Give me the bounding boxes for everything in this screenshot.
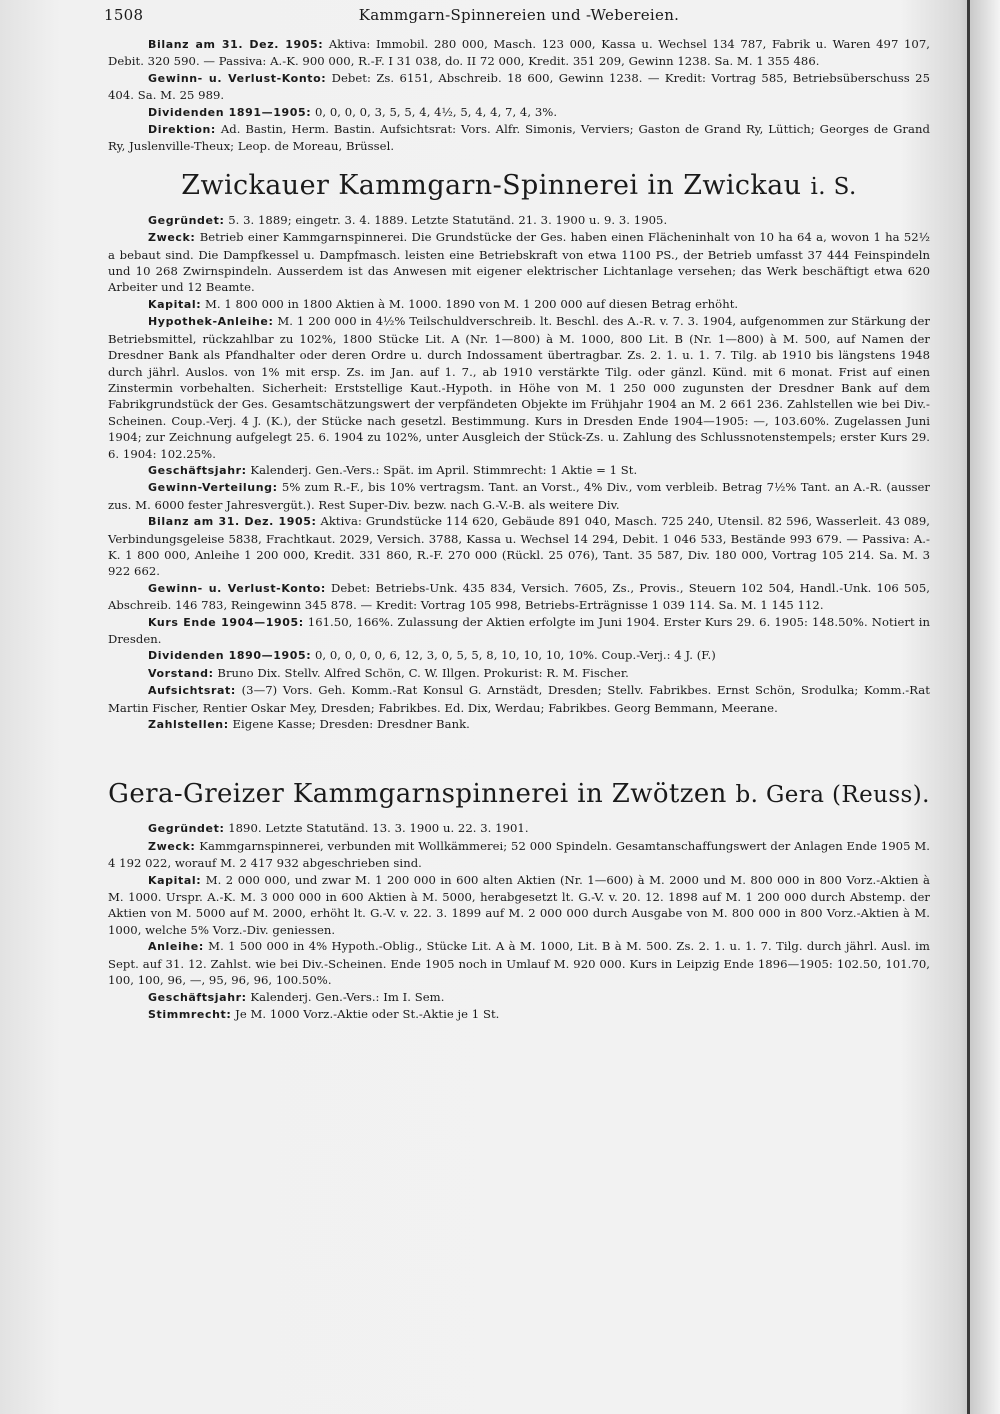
paragraph-label: Geschäftsjahr: bbox=[148, 990, 247, 1004]
paragraph bbox=[108, 938, 930, 988]
page-edge-shadow bbox=[970, 0, 1000, 1414]
running-header bbox=[104, 6, 934, 28]
paragraph-label: Gegründet: bbox=[148, 822, 225, 836]
paragraph-text: M. 1 200 000 in 4½% Teilschuldverschreib. lt. Beschl. des A.-R. v. 7. 3. 1904, aufgenommen zur Stärkung der Betriebsmittel, rückzahlbar zu 102%, 1800 Stücke Lit. A (Nr. 1—800) à M. 1000, 800 Lit. B (Nr. 1—800) à M. 500, auf Namen der Dresdner Bank als Pfandhalter oder deren Ordre u. durch Indossament übertragbar. Zs. 2. 1. u. 1. 7. Tilg. ab 1910 bis längstens 1948 durch jährl. Auslos. von 1% mit ersp. Zs. im Jan. auf 1. 7., ab 1910 verstärkte Tilg. oder gänzl. Künd. mit 6 monat. Frist auf einen Zinstermin vorbehalten. Sicherheit: Erststellige Kaut.-Hypoth. in Höhe von M. 1 250 000 zugunsten der Dresdner Bank auf dem Fabrikgrundstück der Ges. Gesamtschätzungswert der verpfändeten Objekte im Frühjahr 1904 an M. 2 661 236. Zahlstellen wie bei Div.-Scheinen. Coup.-Verj. 4 J. (K.), der Stücke nach gesetzl. Bestimmung. Kurs in Dresden Ende 1904—1905: —, 103.60%. Zugelassen Juni 1904; zur Zeichnung aufgelegt 25. 6. 1904 zu 102%, unter Ausgleich der Stück-Zs. u. Zahlung des Schlussnotenstempels; erster Kurs 29. 6. 1904: 102.25%. bbox=[108, 314, 930, 461]
paragraph bbox=[108, 229, 930, 296]
company-title: Gera-Greizer Kammgarnspinnerei in Zwötzen bbox=[108, 779, 727, 810]
paragraph-text: Kalenderj. Gen.-Vers.: Spät. im April. Stimmrecht: 1 Aktie = 1 St. bbox=[250, 462, 638, 477]
paragraph-label: Anleihe: bbox=[148, 940, 204, 954]
paragraph-text: 5% zum R.-F., bis 10% vertragsm. Tant. an Vorst., 4% Div., vom verbleib. Betrag 7½% Tant. an A.-R. (ausser zus. M. 6000 fester Jahresvergüt.). Rest Super-Div. bezw. nach G.-V.-B. als weitere Div. bbox=[108, 480, 930, 512]
paragraph-label: Kapital: bbox=[148, 297, 202, 311]
company-title-suffix: i. S. bbox=[810, 173, 857, 200]
paragraph-text: Kalenderj. Gen.-Vers.: Im I. Sem. bbox=[250, 989, 445, 1004]
paragraph bbox=[108, 580, 930, 614]
paragraph-label: Stimmrecht: bbox=[148, 1007, 232, 1021]
page-edge-line bbox=[967, 0, 970, 1414]
paragraph-text: 0, 0, 0, 0, 3, 5, 5, 4, 4½, 5, 4, 4, 7, 4, 3%. bbox=[314, 104, 558, 119]
paragraph-text: M. 2 000 000, und zwar M. 1 200 000 in 600 alten Aktien (Nr. 1—600) à M. 2000 und M. 800 000 in 800 Vorz.-Aktien à M. 1000. Urspr. A.-K. M. 3 000 000 in 600 Aktien à M. 5000, herabgesetzt lt. G.-V. v. 20. 12. 1898 auf M. 1 200 000 durch Abstemp. der Aktien von M. 5000 auf M. 2000, erhöht lt. G.-V. v. 22. 3. 1899 auf M. 2 000 000 durch Ausgabe von M. 800 000 in 800 Vorz.-Aktien à M. 1000, welche 5% Vorz.-Div. geniessen. bbox=[108, 872, 930, 937]
paragraph-label: Kurs Ende 1904—1905: bbox=[148, 615, 304, 629]
paragraph-label: Zweck: bbox=[148, 231, 196, 245]
paragraph bbox=[108, 872, 930, 939]
company-heading bbox=[108, 777, 930, 812]
paragraph bbox=[108, 665, 930, 682]
paragraph-text: 5. 3. 1889; eingetr. 3. 4. 1889. Letzte Statutänd. 21. 3. 1900 u. 9. 3. 1905. bbox=[228, 212, 668, 227]
section-zwickau bbox=[108, 169, 930, 734]
paragraph bbox=[108, 313, 930, 462]
paragraph-label: Gewinn-Verteilung: bbox=[148, 481, 278, 495]
section-gera-greiz bbox=[108, 777, 930, 1023]
paragraph bbox=[108, 682, 930, 716]
company-title-suffix: b. Gera (Reuss). bbox=[735, 782, 930, 809]
paragraph bbox=[108, 989, 930, 1006]
paragraph bbox=[108, 513, 930, 580]
paragraph-label: Aufsichtsrat: bbox=[148, 684, 236, 698]
paragraph-text: (3—7) Vors. Geh. Komm.-Rat Konsul G. Arnstädt, Dresden; Stellv. Fabrikbes. Ernst Schön, Srodulka; Komm.-Rat Martin Fischer, Rentier Oskar Mey, Dresden; Fabrikbes. Ed. Dix, Werdau; Fabrikbes. Georg Bemmann, Meerane. bbox=[108, 683, 930, 715]
paragraph-label: Dividenden 1890—1905: bbox=[148, 649, 312, 663]
paragraph-text: Kammgarnspinnerei, verbunden mit Wollkämmerei; 52 000 Spindeln. Gesamtanschaffungswert der Anlagen Ende 1905 M. 4 192 022, worauf M. 2 417 932 abgeschrieben sind. bbox=[108, 838, 930, 871]
paragraph-label: Gegründet: bbox=[148, 213, 225, 227]
paragraph-text: Debet: Betriebs-Unk. 435 834, Versich. 7605, Zs., Provis., Steuern 102 504, Handl.-Unk. 106 505, Abschreib. 146 783, Reingewinn 345 878. — Kredit: Vortrag 105 998, Betriebs-Erträgnisse 1 039 114. Sa. M. 1 145 112. bbox=[108, 580, 930, 613]
paragraph bbox=[108, 838, 930, 872]
company-heading bbox=[108, 169, 930, 204]
paragraph-text: 1890. Letzte Statutänd. 13. 3. 1900 u. 22. 3. 1901. bbox=[228, 821, 529, 836]
company-title: Zwickauer Kammgarn-Spinnerei in Zwickau bbox=[181, 169, 802, 201]
running-title: Kammgarn-Spinnereien und -Webereien. bbox=[358, 6, 680, 24]
paragraph-text: Betrieb einer Kammgarnspinnerei. Die Grundstücke der Ges. haben einen Flächeninhalt von 10 ha 64 a, wovon 1 ha 52½ a bebaut sind. Die Dampfkessel u. Dampfmasch. leisten eine Betriebskraft von etwa 1100 PS., der Betrieb umfasst 37 444 Feinspindeln und 10 268 Zwirnspindeln. Ausserdem ist das Anwesen mit eigener elektrischer Lichtanlage versehen; das Werk beschäftigt etwa 620 Arbeiter und 12 Beamte. bbox=[108, 230, 930, 295]
paragraph bbox=[108, 820, 930, 837]
paragraph bbox=[108, 462, 930, 479]
paragraph-label: Zahlstellen: bbox=[148, 718, 229, 732]
paragraph bbox=[108, 614, 930, 648]
page-content bbox=[108, 36, 930, 1023]
paragraph-label: Gewinn- u. Verlust-Konto: bbox=[148, 581, 326, 595]
paragraph-label: Geschäftsjahr: bbox=[148, 463, 247, 477]
paragraph-label: Dividenden 1891—1905: bbox=[148, 105, 312, 119]
paragraph-label: Kapital: bbox=[148, 873, 202, 887]
paragraph-text: Je M. 1000 Vorz.-Aktie oder St.-Aktie je 1 St. bbox=[235, 1006, 500, 1021]
paragraph-label: Bilanz am 31. Dez. 1905: bbox=[148, 38, 324, 51]
paragraph-text: 0, 0, 0, 0, 0, 6, 12, 3, 0, 5, 5, 8, 10, 10, 10, 10%. Coup.-Verj.: 4 J. (F.) bbox=[314, 648, 716, 663]
paragraph-label: Hypothek-Anleihe: bbox=[148, 315, 274, 329]
paragraph-text: Aktiva: Immobil. 280 000, Masch. 123 000, Kassa u. Wechsel 134 787, Fabrik u. Waren 497 107, Debit. 320 590. — Passiva: A.-K. 900 000, R.-F. I 31 038, do. II 72 000, Kredit. 351 209, Gewinn 1238. Sa. M. 1 355 486. bbox=[108, 37, 930, 69]
paragraph-label: Gewinn- u. Verlust-Konto: bbox=[148, 71, 327, 85]
paragraph bbox=[108, 479, 930, 513]
paragraph-text: 161.50, 166%. Zulassung der Aktien erfolgte im Juni 1904. Erster Kurs 29. 6. 1905: 148.50%. Notiert in Dresden. bbox=[108, 614, 930, 646]
paragraph-text: M. 1 800 000 in 1800 Aktien à M. 1000. 1890 von M. 1 200 000 auf diesen Betrag erhöht. bbox=[205, 296, 739, 311]
paragraph-text: M. 1 500 000 in 4% Hypoth.-Oblig., Stücke Lit. A à M. 1000, Lit. B à M. 500. Zs. 2. 1. u. 1. 7. Tilg. durch jährl. Ausl. im Sept. auf 31. 12. Zahlst. wie bei Div.-Scheinen. Ende 1905 noch in Umlauf M. 920 000. Kurs in Leipzig Ende 1896—1905: 102.50, 101.70, 100, 100, 96, —, 95, 96, 96, 100.50%. bbox=[108, 939, 930, 988]
page-number: 1508 bbox=[104, 6, 144, 24]
paragraph bbox=[108, 36, 930, 70]
paragraph-text: Ad. Bastin, Herm. Bastin. Aufsichtsrat: Vors. Alfr. Simonis, Verviers; Gaston de Grand Ry, Lüttich; Georges de Grand Ry, Juslenville-Theux; Leop. de Moreau, Brüssel. bbox=[108, 122, 930, 154]
paragraph-label: Vorstand: bbox=[148, 666, 214, 680]
section-previous-company bbox=[108, 36, 930, 155]
paragraph-text: Debet: Zs. 6151, Abschreib. 18 600, Gewinn 1238. — Kredit: Vortrag 585, Betriebsüberschuss 25 404. Sa. M. 25 989. bbox=[108, 70, 930, 103]
paragraph bbox=[108, 716, 930, 733]
paragraph bbox=[108, 296, 930, 313]
paragraph-text: Bruno Dix. Stellv. Alfred Schön, C. W. Illgen. Prokurist: R. M. Fischer. bbox=[217, 665, 629, 680]
paragraph bbox=[108, 121, 930, 155]
paragraph bbox=[108, 70, 930, 104]
paragraph bbox=[108, 647, 930, 664]
paragraph-label: Zweck: bbox=[148, 839, 196, 853]
paragraph-text: Aktiva: Grundstücke 114 620, Gebäude 891 040, Masch. 725 240, Utensil. 82 596, Wasserleit. 43 089, Verbindungsgeleise 5838, Frachtkaut. 2029, Versich. 3788, Kassa u. Wechsel 14 294, Debit. 1 046 533, Bestände 993 679. — Passiva: A.-K. 1 800 000, Anleihe 1 200 000, Kredit. 331 860, R.-F. 270 000 (Rückl. 25 076), Tant. 35 587, Div. 180 000, Vortrag 105 214. Sa. M. 3 922 662. bbox=[108, 514, 930, 579]
paragraph bbox=[108, 1006, 930, 1023]
paragraph-text: Eigene Kasse; Dresden: Dresdner Bank. bbox=[232, 717, 470, 732]
paragraph bbox=[108, 104, 930, 121]
paragraph bbox=[108, 212, 930, 229]
paragraph-label: Bilanz am 31. Dez. 1905: bbox=[148, 515, 317, 529]
paragraph-label: Direktion: bbox=[148, 123, 216, 137]
